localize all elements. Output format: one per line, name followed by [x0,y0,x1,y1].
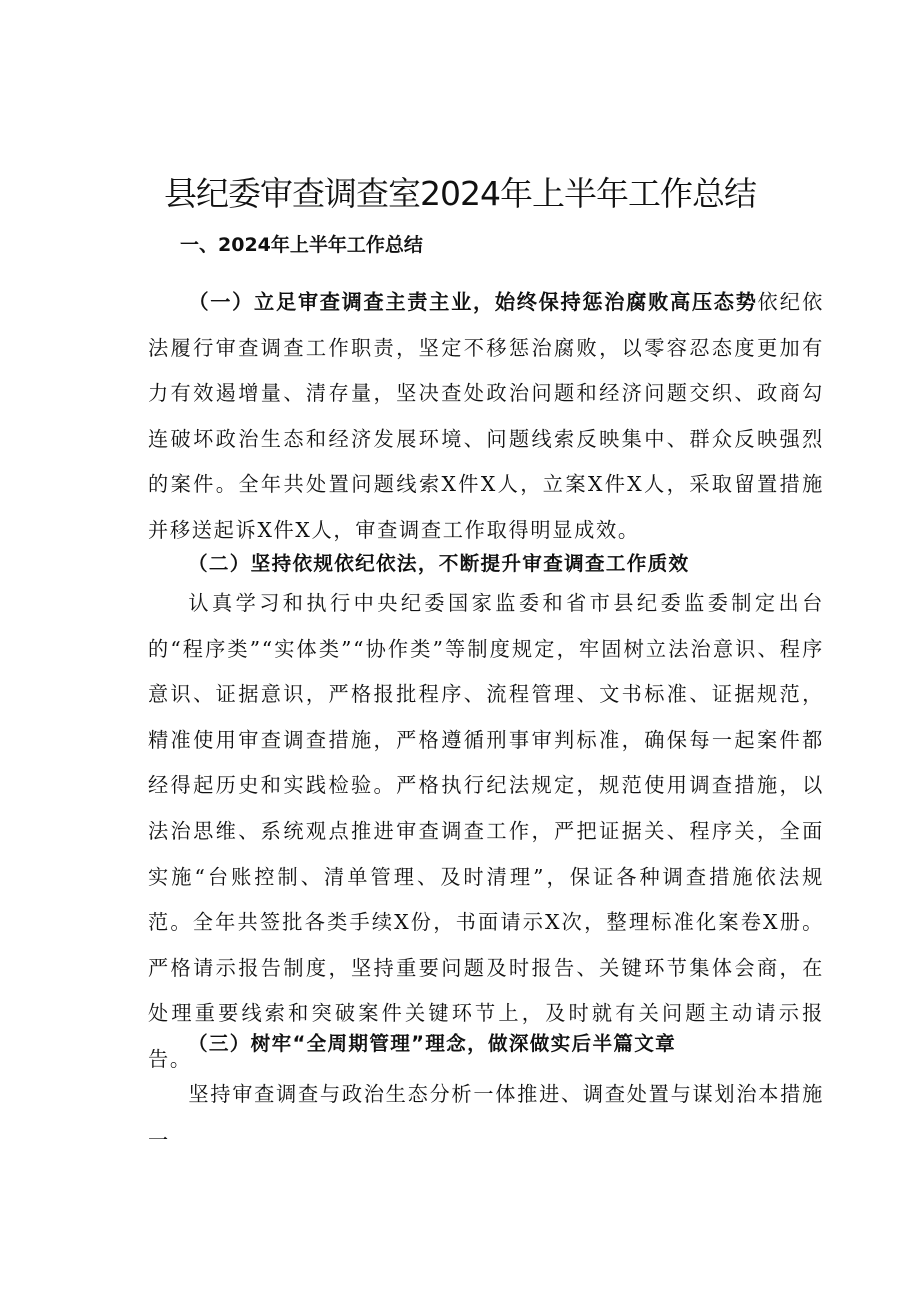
paragraph-3: 坚持审查调查与政治生态分析一体推进、调查处置与谋划治本措施一 [148,1082,824,1152]
paragraph-1-text: 依纪依法履行审查调查工作职责，坚定不移惩治腐败，以零容忍态度更加有力有效遏增量、清存量，坚决查处政治问题和经济问题交织、政商勾连破坏政治生态和经济发展环境、问题线索反映集中、群众反映强烈的案件。全年共处置问题线索X件X人，立案X件X人，采取留置措施并移送起诉X件X人，审查调查工作取得明显成效。 [148,290,824,542]
paragraph-1 [148,280,824,554]
document-title: 县纪委审查调查室2024年上半年工作总结 [164,174,756,213]
section-heading-1: 一、2024年上半年工作总结 [180,234,423,256]
subsection-heading-3: （三）树牢“全周期管理”理念，做深做实后半篇文章 [188,1032,677,1055]
subsection-heading-1: （一）立足审查调查主责主业，始终保持惩治腐败高压态势 [188,290,758,314]
subsection-heading-2: （二）坚持依规依纪依法，不断提升审查调查工作质效 [188,552,690,575]
paragraph-2: 认真学习和执行中央纪委国家监委和省市县纪委监委制定出台的“程序类”“实体类”“协作类”等制度规定，牢固树立法治意识、程序意识、证据意识，严格报批程序、流程管理、文书标准、证据规范，精准使用审查调查措施，严格遵循刑事审判标准，确保每一起案件都经得起历史和实践检验。严格执行纪法规定，规范使用调查措施，以法治思维、系统观点推进审查调查工作，严把证据关、程序关，全面实施“台账控制、清单管理、及时清理”，保证各种调查措施依法规范。全年共签批各类手续X份，书面请示X次，整理标准化案卷X册。严格请示报告制度，坚持重要问题及时报告、关键环节集体会商，在处理重要线索和突破案件关键环节上，及时就有关问题主动请示报告。 [148,591,824,1071]
